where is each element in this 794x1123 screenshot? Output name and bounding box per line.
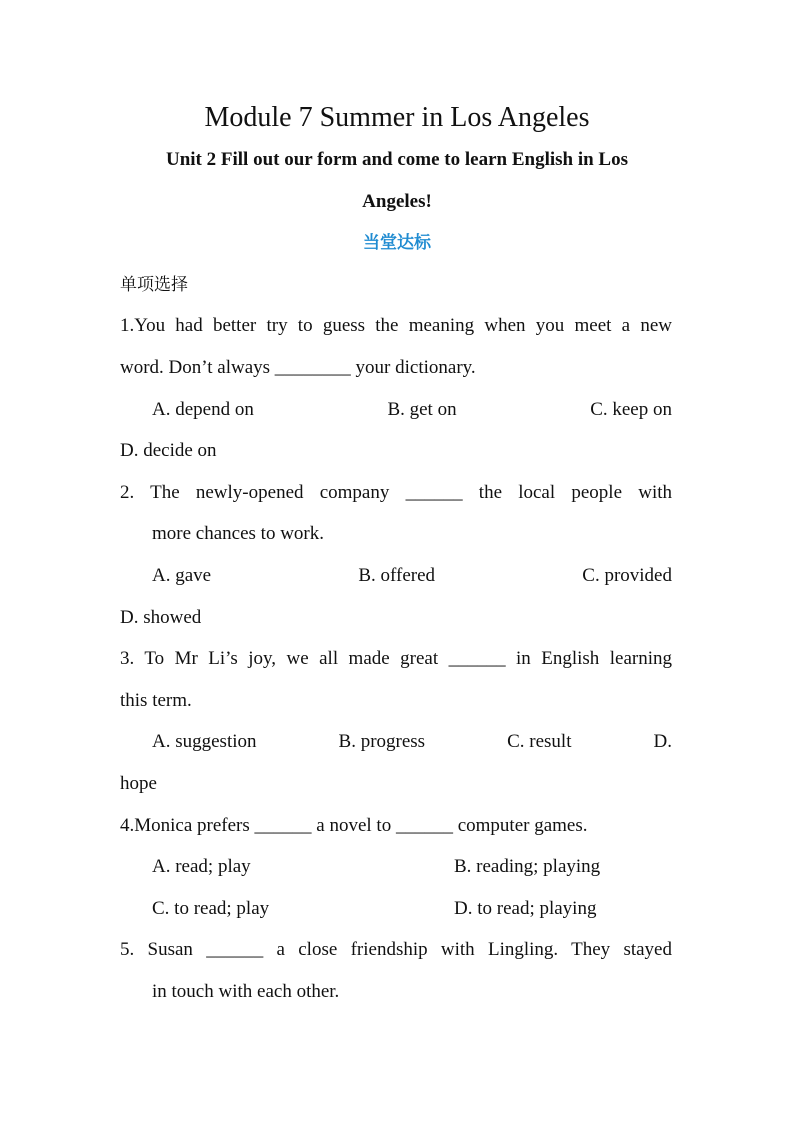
question-2-stem-line1: 2. The newly-opened company ______ the local people with (120, 482, 672, 503)
question-1-option-b[interactable]: B. get on (387, 399, 457, 420)
question-4-stem-line1: 4.Monica prefers ______ a novel to ______ computer games. (120, 815, 588, 836)
question-1-stem-line2: word. Don’t always ________ your dictionary. (120, 357, 476, 378)
unit-subtitle-line2: Angeles! (362, 191, 432, 212)
question-5-stem-line1: 5. Susan ______ a close friendship with Lingling. They stayed (120, 939, 672, 960)
unit-subtitle-line1: Unit 2 Fill out our form and come to learn English in Los (165, 149, 628, 170)
question-4-option-a[interactable]: A. read; play (152, 856, 251, 877)
question-2-option-c[interactable]: C. provided (582, 565, 672, 586)
question-4-option-c[interactable]: C. to read; play (152, 898, 270, 919)
section-heading: 当堂达标 (363, 233, 431, 253)
question-3-option-d-letter[interactable]: D. (653, 731, 672, 752)
question-1-option-c[interactable]: C. keep on (590, 399, 672, 420)
question-2-option-d[interactable]: D. showed (120, 607, 202, 628)
section-label: 单项选择 (120, 275, 188, 295)
page-title: Module 7 Summer in Los Angeles (204, 102, 590, 133)
question-4-options-row2 (152, 897, 672, 921)
question-2-option-b[interactable]: B. offered (358, 565, 436, 586)
question-3-stem-line2: this term. (120, 690, 192, 711)
question-1-stem-line1: 1.You had better try to guess the meaning when you meet a new (120, 315, 672, 336)
question-3-option-b[interactable]: B. progress (338, 731, 426, 752)
question-2-stem-line2: more chances to work. (152, 523, 324, 544)
question-4-options-row1 (152, 855, 672, 879)
question-3-options-row (152, 730, 672, 754)
question-3-option-a[interactable]: A. suggestion (152, 731, 257, 752)
question-4-option-d[interactable]: D. to read; playing (454, 898, 597, 919)
question-4-option-b[interactable]: B. reading; playing (454, 856, 601, 877)
question-5-stem-line2: in touch with each other. (152, 981, 340, 1002)
question-1-options-row (152, 398, 672, 422)
question-1-option-d[interactable]: D. decide on (120, 440, 217, 461)
question-1-option-a[interactable]: A. depend on (152, 399, 254, 420)
question-3-option-c[interactable]: C. result (507, 731, 572, 752)
question-3-stem-line1: 3. To Mr Li’s joy, we all made great ______ in English learning (120, 648, 672, 669)
question-3-option-d-text[interactable]: hope (120, 773, 157, 794)
question-2-option-a[interactable]: A. gave (152, 565, 212, 586)
question-2-options-row (152, 564, 672, 588)
